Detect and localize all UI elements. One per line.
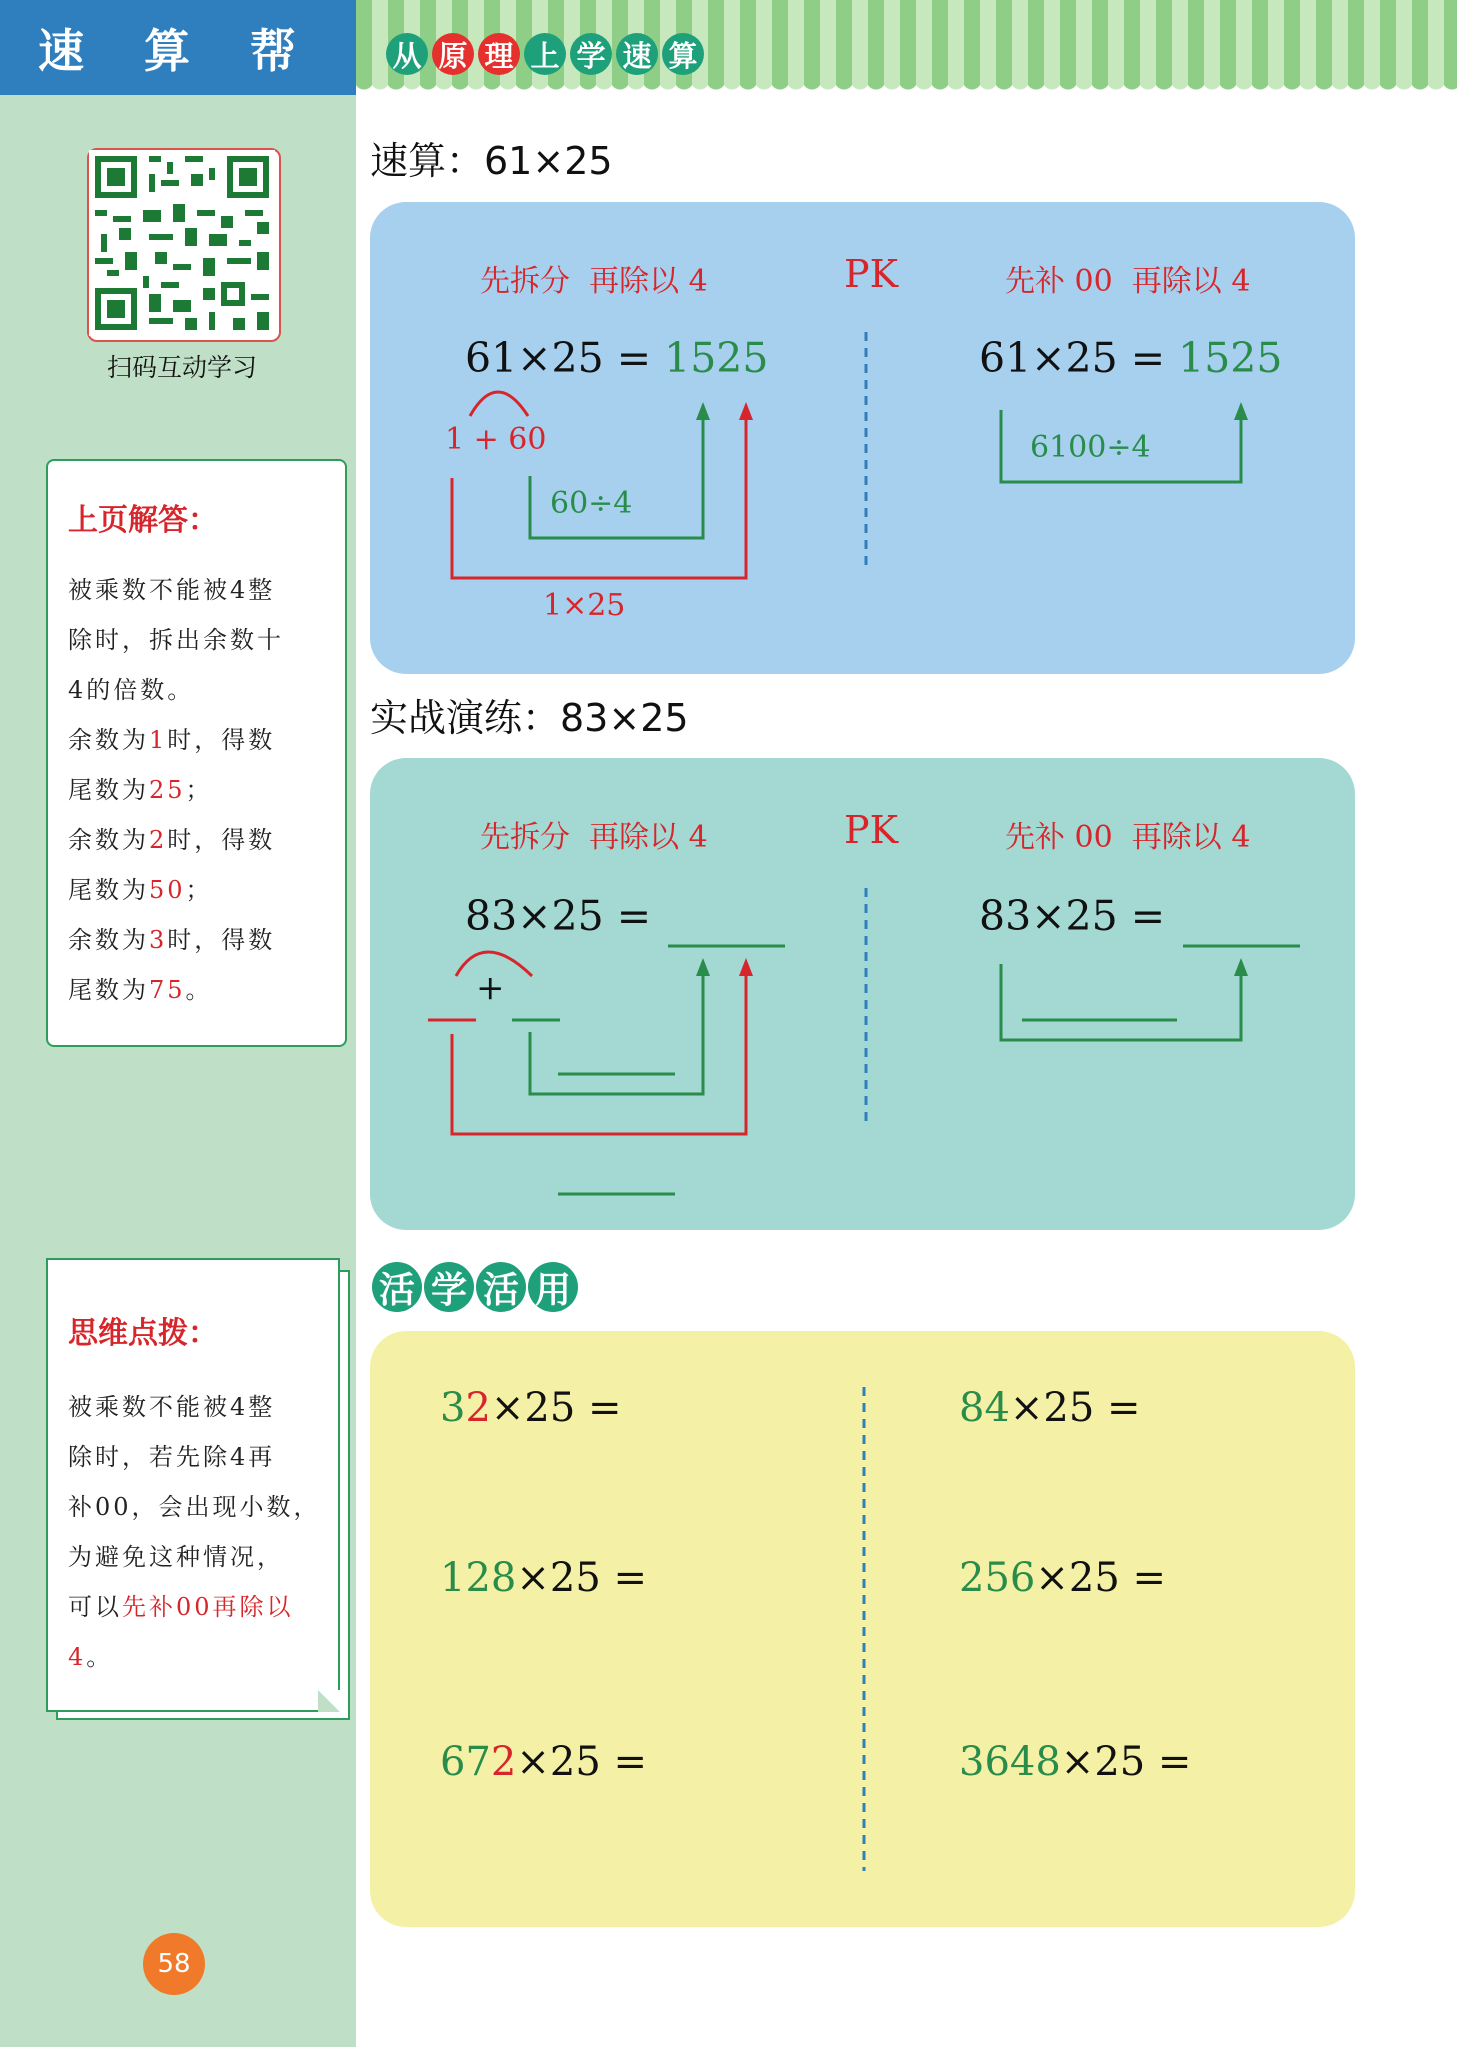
brand-title: 速 算 帮: [0, 0, 356, 95]
answer-text: 余数为: [68, 926, 149, 954]
answer-text: 4的倍数。: [68, 676, 195, 704]
tip-text: 除时，若先除4再: [68, 1443, 276, 1471]
exercise-number: 67: [440, 1739, 491, 1785]
pk-label: PK: [844, 252, 898, 296]
mul-label: 1×25: [543, 588, 626, 623]
answer-text: 。: [185, 976, 213, 1004]
left-equation: 83×25 =: [465, 892, 652, 940]
answer-line: [68, 865, 338, 915]
section1-title: 速算：61×25: [370, 139, 613, 183]
right-method-label: 先补 00 再除以 4: [1005, 820, 1251, 855]
div-label: 60÷4: [550, 486, 633, 521]
answer-text: 75: [149, 976, 186, 1004]
exercise-operator: ×25 =: [1060, 1739, 1192, 1785]
answer-line: [68, 815, 338, 865]
badge-char: 学: [424, 1262, 474, 1312]
left-expr: 61×25 =: [465, 334, 652, 382]
page-curl: [318, 1690, 340, 1712]
section3-badge: [372, 1262, 580, 1312]
exercise-item: [959, 1555, 1166, 1601]
answer-line: [68, 965, 338, 1015]
section2-diagram: [370, 758, 1355, 1230]
exercise-number: 3648: [959, 1739, 1061, 1785]
tip-text: 为避免这种情况，: [68, 1543, 284, 1571]
answer-text: 50: [149, 876, 186, 904]
answer-line: [68, 665, 338, 715]
left-result: 1525: [664, 334, 769, 382]
answer-line: [68, 915, 338, 965]
answer-text: 时，得数: [167, 726, 276, 754]
split-label: 1 + 60: [445, 422, 547, 457]
tip-line: [68, 1582, 330, 1632]
exercise-item: [959, 1739, 1191, 1785]
qr-code-image: [89, 150, 275, 336]
section1-panel: [370, 202, 1355, 674]
exercise-number: 2: [490, 1739, 517, 1785]
tip-line: [68, 1382, 330, 1432]
answer-text: 尾数为: [68, 976, 149, 1004]
exercise-operator: ×25 =: [490, 1385, 622, 1431]
header-slogan: [386, 33, 708, 75]
exercise-operator: ×25 =: [516, 1555, 648, 1601]
answer-text: ；: [185, 876, 213, 904]
slogan-char: 理: [478, 33, 520, 75]
section3-panel: [370, 1331, 1355, 1927]
answer-text: 尾数为: [68, 776, 149, 804]
answer-text: 25: [149, 776, 186, 804]
answer-card-title: 上页解答：: [68, 503, 218, 538]
tip-text: 4: [68, 1643, 87, 1671]
left-method-label: 先拆分 再除以 4: [480, 264, 708, 299]
slogan-char: 原: [432, 33, 474, 75]
plus-sign: +: [476, 968, 505, 1008]
badge-char: 用: [528, 1262, 578, 1312]
right-result: 1525: [1178, 334, 1283, 382]
tip-text: 可以: [68, 1593, 122, 1621]
answer-text: 除时，拆出余数十: [68, 626, 284, 654]
header-scallop: [356, 80, 1457, 100]
tip-line: [68, 1432, 330, 1482]
answer-card: [46, 459, 347, 1047]
tip-line: [68, 1632, 330, 1682]
answer-text: 余数为: [68, 726, 149, 754]
exercise-operator: ×25 =: [516, 1739, 648, 1785]
answer-text: 2: [149, 826, 168, 854]
qr-caption: 扫码互动学习: [106, 353, 257, 382]
exercise-number: 128: [440, 1555, 517, 1601]
badge-char: 活: [372, 1262, 422, 1312]
answer-text: 时，得数: [167, 826, 276, 854]
exercise-item: [440, 1555, 647, 1601]
tip-card: [46, 1258, 340, 1712]
answer-text: 时，得数: [167, 926, 276, 954]
answer-text: ；: [185, 776, 213, 804]
right-expr: 61×25 =: [979, 334, 1166, 382]
section2-title: 实战演练：83×25: [370, 696, 689, 740]
exercise-number: 3: [440, 1385, 466, 1431]
tip-line: [68, 1482, 330, 1532]
tip-text: 先补00再除以: [122, 1593, 294, 1621]
exercise-number: 256: [959, 1555, 1036, 1601]
section2-panel: [370, 758, 1355, 1230]
exercise-operator: ×25 =: [1009, 1385, 1141, 1431]
tip-text: 被乘数不能被4整: [68, 1393, 276, 1421]
answer-line: [68, 565, 338, 615]
pk-label: PK: [844, 808, 898, 852]
answer-text: 3: [149, 926, 168, 954]
slogan-char: 算: [662, 33, 704, 75]
qr-code[interactable]: [87, 148, 281, 342]
tip-card-text: [68, 1382, 330, 1682]
answer-card-text: [68, 565, 338, 1015]
answer-text: 尾数为: [68, 876, 149, 904]
slogan-char: 速: [616, 33, 658, 75]
answer-text: 余数为: [68, 826, 149, 854]
right-equation: 83×25 =: [979, 892, 1166, 940]
slogan-char: 上: [524, 33, 566, 75]
badge-char: 活: [476, 1262, 526, 1312]
slogan-char: 从: [386, 33, 428, 75]
exercise-number: 84: [959, 1385, 1010, 1431]
tip-text: 。: [86, 1643, 114, 1671]
tip-line: [68, 1532, 330, 1582]
answer-line: [68, 715, 338, 765]
left-method-label: 先拆分 再除以 4: [480, 820, 708, 855]
slogan-char: 学: [570, 33, 612, 75]
tip-card-title: 思维点拨：: [68, 1316, 218, 1351]
answer-text: 被乘数不能被4整: [68, 576, 276, 604]
exercise-number: 2: [465, 1385, 491, 1431]
exercise-operator: ×25 =: [1035, 1555, 1167, 1601]
exercise-item: [440, 1739, 647, 1785]
answer-text: 1: [149, 726, 168, 754]
page-number: 58: [143, 1933, 205, 1995]
right-div-label: 6100÷4: [1030, 430, 1151, 465]
exercise-item: [959, 1385, 1141, 1431]
answer-line: [68, 615, 338, 665]
right-method-label: 先补 00 再除以 4: [1005, 264, 1251, 299]
tip-text: 补00，会出现小数，: [68, 1493, 321, 1521]
exercise-item: [440, 1385, 622, 1431]
answer-line: [68, 765, 338, 815]
